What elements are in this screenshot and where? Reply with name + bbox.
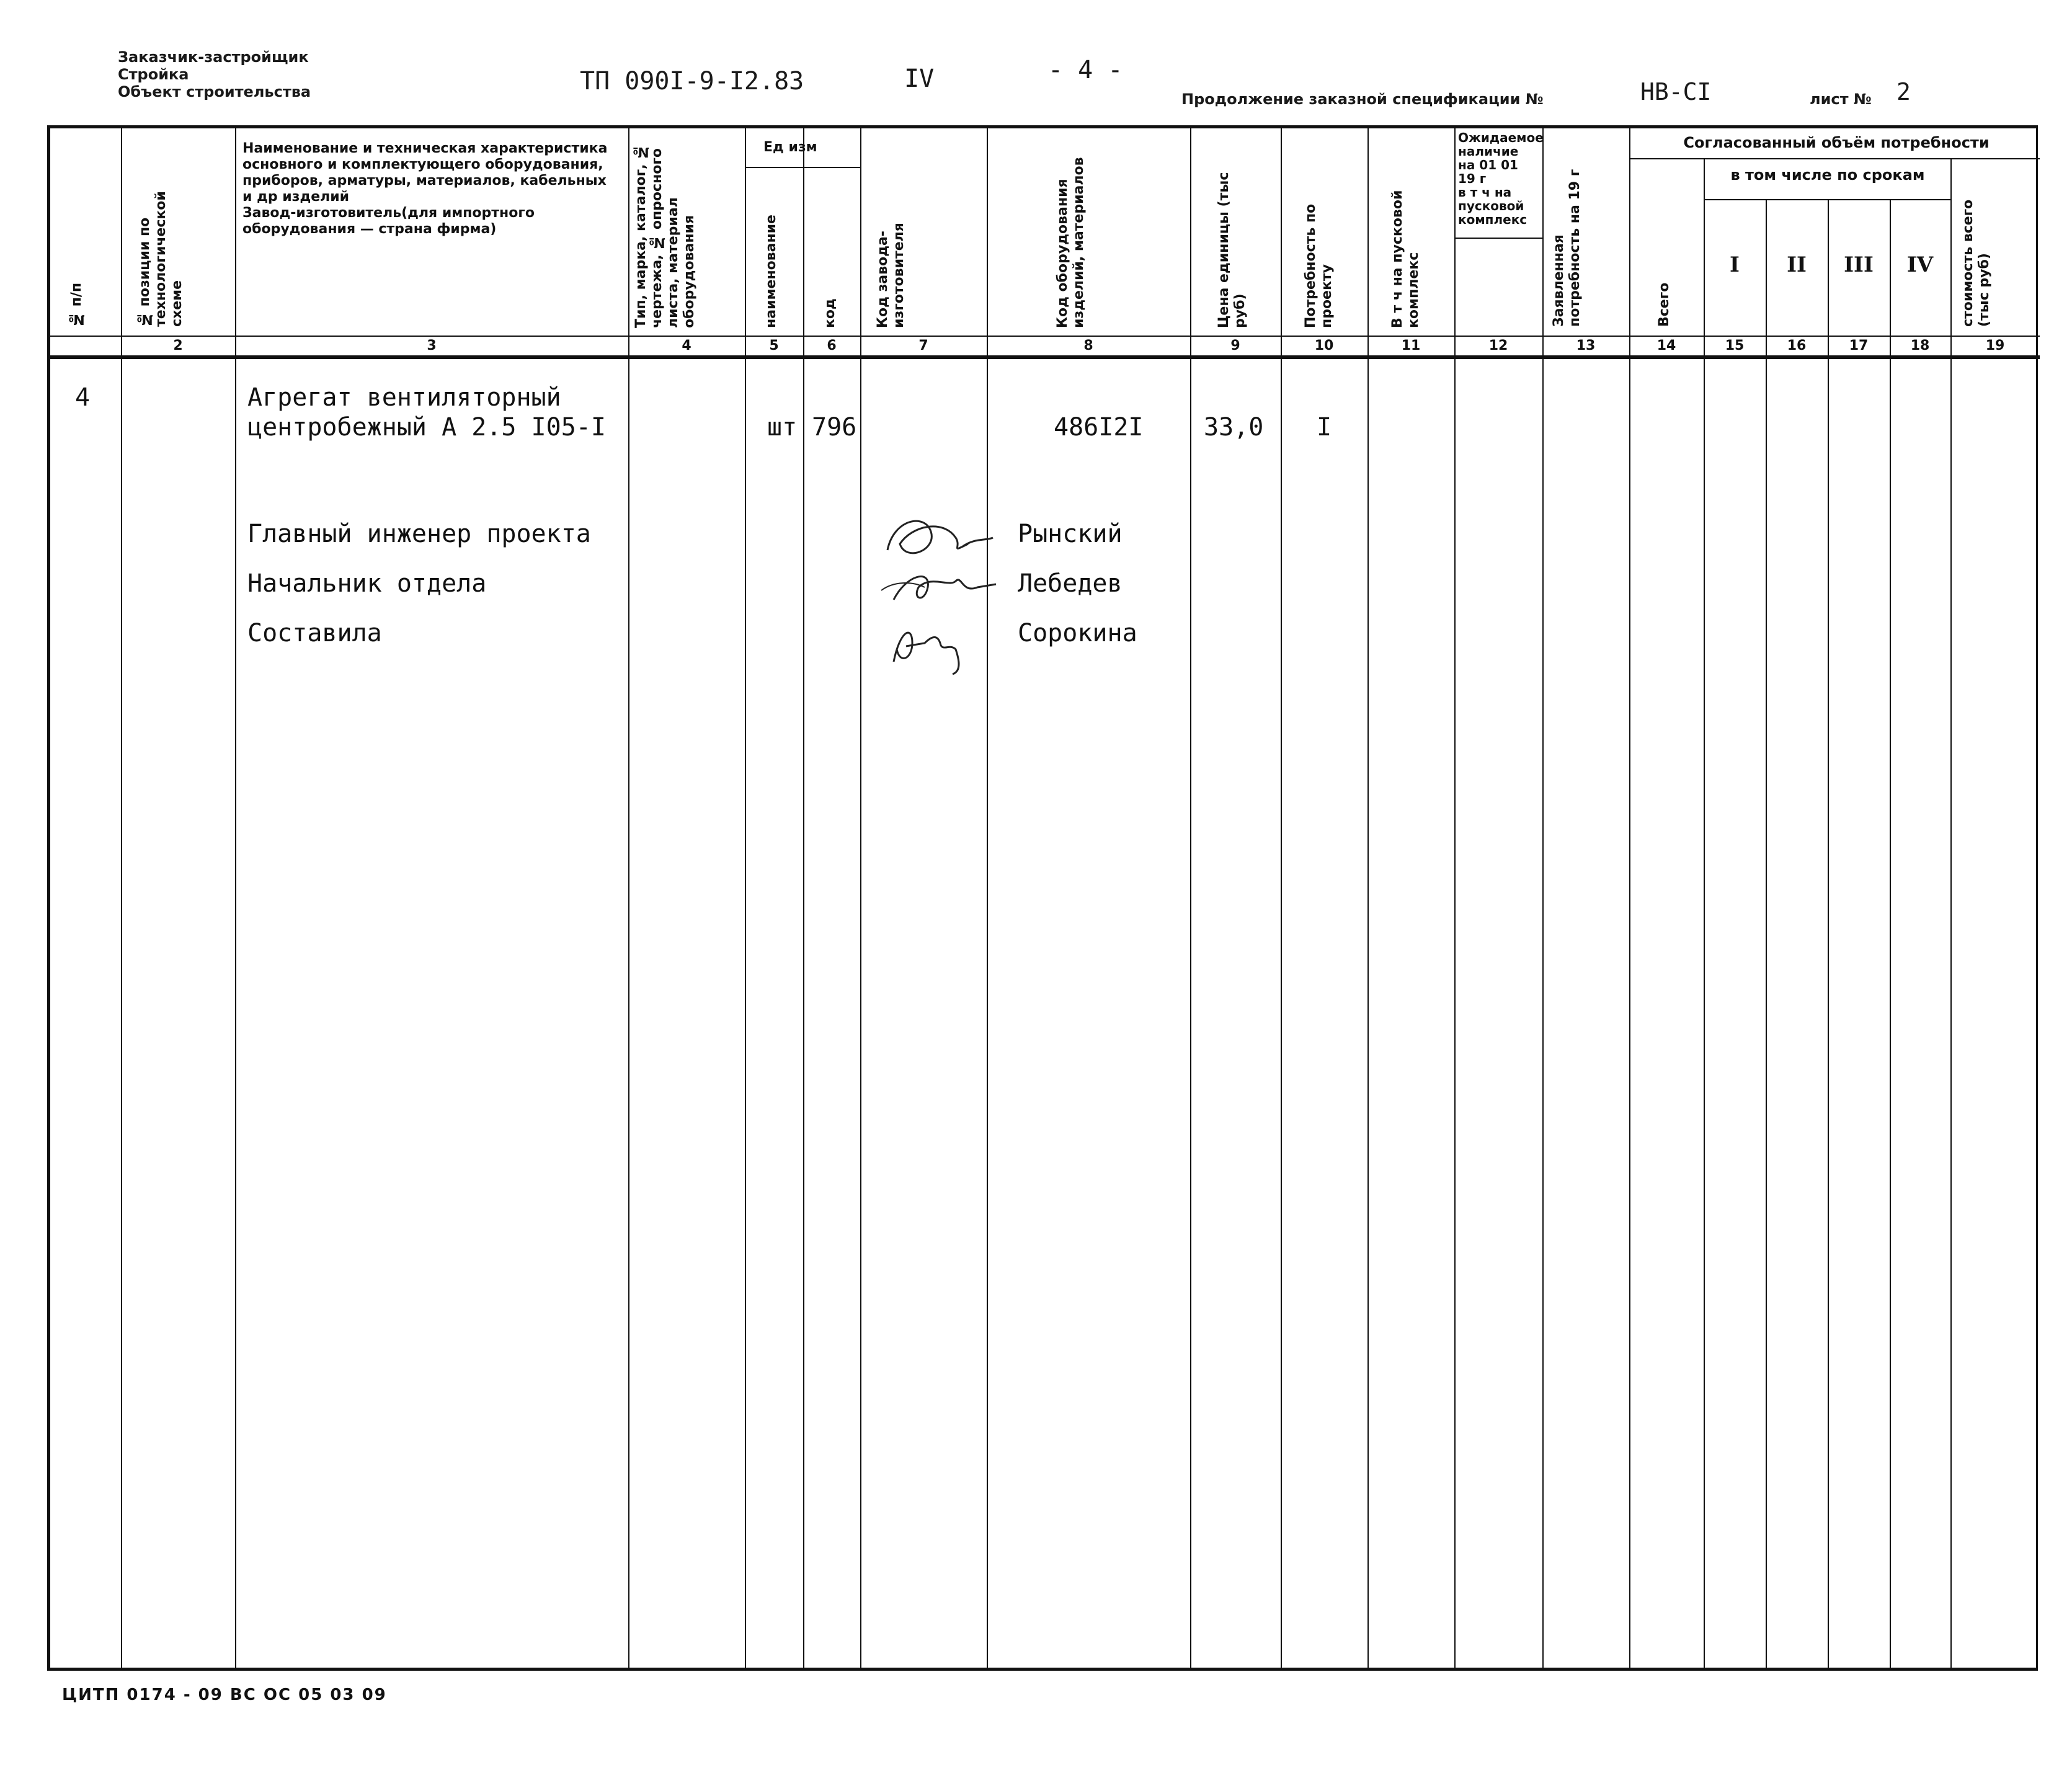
col-header-unit-code: код xyxy=(822,298,838,328)
sheet-number: 2 xyxy=(1896,78,1911,105)
col-header-total: Всего xyxy=(1656,282,1672,327)
col-header-q4: IV xyxy=(1906,252,1934,277)
col-number: 17 xyxy=(1849,338,1869,353)
col-number: 8 xyxy=(1083,338,1093,353)
col-header-by-terms: в том числе по срокам xyxy=(1730,166,1925,184)
col-number: 12 xyxy=(1488,338,1508,353)
page-number: - 4 - xyxy=(1048,56,1123,84)
col-header-position: № позиции по технологической схеме xyxy=(137,191,185,327)
sheet-label: лист № xyxy=(1810,91,1872,108)
object-label: Объект строительства xyxy=(118,83,311,100)
unit-name: шт xyxy=(767,413,798,442)
col-number: 19 xyxy=(1985,338,2005,353)
col-header-q2: II xyxy=(1787,252,1807,277)
col-header-unit-group: Ед изм xyxy=(763,140,817,155)
col-number: 7 xyxy=(918,338,928,353)
col-header-n: № п/п xyxy=(69,282,84,327)
col-number: 9 xyxy=(1230,338,1240,353)
col-header-price: Цена единицы (тыс руб) xyxy=(1216,172,1248,328)
project-need: I xyxy=(1317,413,1332,442)
col-header-launch: В т ч на пусковой комплекс xyxy=(1390,190,1421,328)
col-header-declared: Заявленная потребность на 19 г xyxy=(1551,169,1583,327)
col-header-name: Наименование и техническая характеристика основного и комплектующего оборудования, приборов, арматуры, материалов, кабельных и др изделий Завод-изготовитель(для импортного оборудования — страна фирма) xyxy=(242,141,608,237)
col-header-expected: Ожидаемое наличие на 01 01 19 г в т ч на пусковой комплекс xyxy=(1458,130,1544,227)
col-number: 11 xyxy=(1401,338,1421,353)
col-header-equipment-code: Код оборудования изделий, материалов xyxy=(1055,157,1087,328)
specification-table xyxy=(47,125,2038,1671)
volume-number: IV xyxy=(904,64,935,93)
col-number: 5 xyxy=(769,338,779,353)
signature-name: Лебедев xyxy=(1018,569,1123,598)
signature-role: Начальник отдела xyxy=(247,569,487,598)
signature-name: Сорокина xyxy=(1018,619,1137,647)
col-header-agreed-group: Согласованный объём потребности xyxy=(1683,134,1990,151)
signature-name: Рынский xyxy=(1018,520,1123,548)
equipment-name: Агрегат вентиляторный центробежный А 2.5 I05-I xyxy=(247,383,606,442)
col-number: 16 xyxy=(1787,338,1807,353)
spec-number: НВ-СI xyxy=(1640,78,1712,105)
col-number: 4 xyxy=(682,338,691,353)
col-number: 14 xyxy=(1656,338,1676,353)
col-header-unit-name: наименование xyxy=(763,215,779,328)
col-header-q3: III xyxy=(1844,252,1874,277)
signature-role: Составила xyxy=(247,619,382,647)
equipment-code: 486I2I xyxy=(1054,413,1144,442)
continuation-label: Продолжение заказной спецификации № xyxy=(1181,91,1544,108)
footer-code: ЦИТП 0174 - 09 ВС ОС 05 03 09 xyxy=(62,1686,387,1704)
col-number: 13 xyxy=(1576,338,1596,353)
unit-code: 796 xyxy=(812,413,857,442)
col-header-q1: I xyxy=(1730,252,1740,277)
col-number: 6 xyxy=(827,338,837,353)
signature-role: Главный инженер проекта xyxy=(247,520,591,548)
construction-label: Стройка xyxy=(118,66,189,83)
col-header-cost: стоимость всего (тыс руб) xyxy=(1960,199,1992,327)
handwritten-signature-icon xyxy=(869,494,1018,680)
col-number: 15 xyxy=(1725,338,1745,353)
unit-price: 33,0 xyxy=(1204,413,1264,442)
row-number: 4 xyxy=(75,383,91,412)
col-header-need: Потребность по проекту xyxy=(1303,203,1335,328)
col-header-maker-code: Код завода-изготовителя xyxy=(875,223,907,328)
col-number: 18 xyxy=(1910,338,1930,353)
col-number: 10 xyxy=(1314,338,1334,353)
customer-label: Заказчик-застройщик xyxy=(118,48,309,66)
project-code: ТП 090I-9-I2.83 xyxy=(580,67,804,96)
col-number: 3 xyxy=(427,338,437,353)
col-number: 2 xyxy=(173,338,183,353)
col-header-type: Тип, марка, каталог, № чертежа, № опросного листа, материал оборудования xyxy=(633,143,697,328)
